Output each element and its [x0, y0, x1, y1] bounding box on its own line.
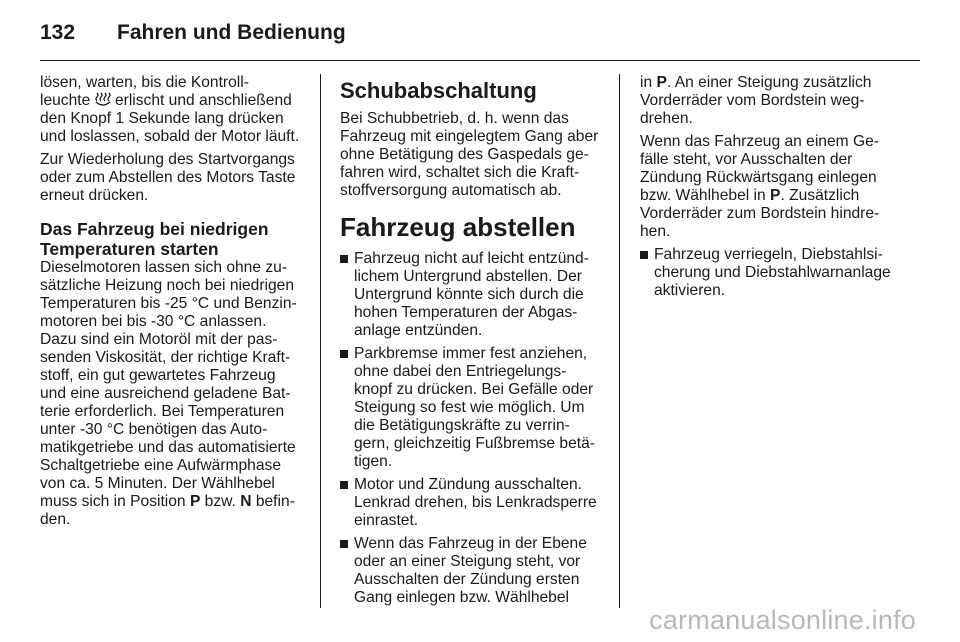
page-number: 132	[40, 21, 76, 44]
column-divider-1	[320, 74, 321, 608]
text-line: unter -30 °C benötigen das Auto-	[40, 421, 268, 438]
text-line: den.	[40, 511, 71, 528]
list-item	[340, 250, 602, 340]
list-item	[340, 345, 602, 471]
bullet-icon	[340, 540, 348, 548]
text-line	[640, 187, 910, 205]
text-fragment: bzw. Wählhebel in	[640, 187, 771, 204]
text-line: oder zum Abstellen des Motors Taste	[40, 169, 296, 186]
text-line: Vorderräder zum Bordstein hindre-	[640, 205, 880, 222]
text-line: ohne dabei den Entriegelungs-	[354, 363, 567, 380]
text-fragment: muss sich in Position	[40, 493, 190, 510]
text-line: Zündung Rückwärtsgang einlegen	[640, 169, 877, 186]
text-line: senden Viskosität, der richtige Kraft-	[40, 349, 291, 366]
bullet-icon	[340, 350, 348, 358]
text-line: Ausschalten der Zündung ersten	[354, 571, 580, 588]
text-fragment: erlischt und anschließend	[110, 92, 292, 109]
text-line: von ca. 5 Minuten. Der Wählhebel	[40, 475, 275, 492]
text-line: den Knopf 1 Sekunde lang drücken	[40, 110, 284, 127]
text-line: motoren bei bis -30 °C anlassen.	[40, 313, 267, 330]
text-line: Motor und Zündung ausschalten.	[354, 476, 582, 493]
text-line	[40, 493, 312, 511]
text-line: sätzliche Heizung noch bei niedrigen	[40, 277, 294, 294]
text-line: einrastet.	[354, 512, 419, 529]
text-fragment: in	[640, 74, 657, 91]
text-line: die Betätigungskräfte zu verrin-	[354, 417, 570, 434]
heading-line: Das Fahrzeug bei niedrigen	[40, 219, 269, 239]
text-line: Zur Wiederholung des Startvorgangs	[40, 151, 295, 168]
text-line: stoff, ein gut gewartetes Fahrzeug	[40, 367, 276, 384]
text-line: cherung und Diebstahlwarnanlage	[654, 264, 891, 281]
text-line: hohen Temperaturen der Abgas-	[354, 304, 578, 321]
text-line: Wenn das Fahrzeug in der Ebene	[354, 535, 587, 552]
text-line: lichem Untergrund abstellen. Der	[354, 268, 582, 285]
glow-plug-indicator-icon	[95, 92, 111, 107]
paragraph-incline-continue	[640, 74, 910, 128]
column-1	[40, 74, 312, 534]
paragraph-overrun	[340, 110, 602, 200]
text-line: stoffversorgung automatisch ab.	[340, 182, 562, 199]
heading-low-temperature-start	[40, 219, 312, 259]
heading-line: Temperaturen starten	[40, 239, 219, 259]
text-line: oder an einer Steigung steht, vor	[354, 553, 581, 570]
text-line: und loslassen, sobald der Motor läuft.	[40, 128, 300, 145]
text-line: lösen, warten, bis die Kontroll-	[40, 74, 249, 91]
list-item	[640, 246, 910, 300]
text-line: matikgetriebe und das automatisierte	[40, 439, 296, 456]
text-line: Fahrzeug mit eingelegtem Gang aber	[340, 128, 599, 145]
text-line: Fahrzeug nicht auf leicht entzünd-	[354, 250, 589, 267]
text-line: und eine ausreichend geladene Bat-	[40, 385, 291, 402]
gear-position-p: P	[770, 187, 781, 204]
gear-position-p: P	[189, 493, 201, 510]
text-line: erneut drücken.	[40, 187, 149, 204]
page-header	[40, 18, 346, 48]
watermark: carmanualsonline.info	[649, 605, 916, 635]
gear-position-p: P	[656, 74, 667, 91]
text-line: anlage entzünden.	[354, 322, 483, 339]
text-line: Dazu sind ein Motoröl mit der pas-	[40, 331, 278, 348]
text-line: Dieselmotoren lassen sich ohne zu-	[40, 259, 288, 276]
text-line: Schaltgetriebe eine Aufwärmphase	[40, 457, 281, 474]
page-title: Fahren und Bedienung	[117, 21, 346, 44]
text-line: knopf zu drücken. Bei Gefälle oder	[354, 381, 594, 398]
text-line: gern, gleichzeitig Fußbremse betä-	[354, 435, 595, 452]
text-line: Untergrund könnte sich durch die	[354, 286, 584, 303]
text-line: hen.	[640, 223, 671, 240]
text-line: drehen.	[640, 110, 693, 127]
gear-position-n: N	[240, 493, 252, 510]
text-line: Wenn das Fahrzeug an einem Ge-	[640, 133, 879, 150]
text-line: Steigung so fest wie möglich. Um	[354, 399, 585, 416]
text-line: tigen.	[354, 453, 393, 470]
bullet-icon	[340, 255, 348, 263]
text-line: Gang einlegen bzw. Wählhebel	[354, 589, 569, 606]
list-item	[340, 535, 602, 607]
text-fragment: . An einer Steigung zusätzlich	[666, 74, 872, 91]
paragraph-release-wait	[40, 74, 312, 146]
text-fragment: . Zusätzlich	[780, 187, 860, 204]
text-fragment: befin-	[251, 493, 295, 510]
heading-parking-vehicle: Fahrzeug abstellen	[340, 212, 576, 242]
text-line: Lenkrad drehen, bis Lenkradsperre	[354, 494, 597, 511]
column-3	[640, 74, 910, 305]
column-2	[340, 74, 602, 612]
text-line: Vorderräder vom Bordstein weg-	[640, 92, 865, 109]
text-line: ohne Betätigung des Gaspedals ge-	[340, 146, 589, 163]
heading-fuel-cutoff: Schubabschaltung	[340, 78, 537, 103]
text-line	[640, 74, 910, 92]
text-line: Temperaturen bis -25 °C und Benzin-	[40, 295, 297, 312]
text-line: aktivieren.	[654, 282, 726, 299]
text-line: Bei Schubbetrieb, d. h. wenn das	[340, 110, 569, 127]
text-line: terie erforderlich. Bei Temperaturen	[40, 403, 285, 420]
text-fragment: bzw.	[200, 493, 241, 510]
bullet-icon	[640, 251, 648, 259]
bullet-icon	[340, 481, 348, 489]
text-line: Parkbremse immer fest anziehen,	[354, 345, 588, 362]
paragraph-diesel-engines	[40, 259, 312, 529]
column-divider-2	[619, 74, 620, 608]
text-line: Fahrzeug verriegeln, Diebstahlsi-	[654, 246, 883, 263]
text-line	[40, 92, 312, 110]
text-line: fälle steht, vor Ausschalten der	[640, 151, 853, 168]
list-item	[340, 476, 602, 530]
text-line: fahren wird, schaltet sich die Kraft-	[340, 164, 580, 181]
paragraph-downhill	[640, 133, 910, 241]
text-fragment: leuchte	[40, 92, 95, 109]
paragraph-repeat-start	[40, 151, 312, 205]
header-rule	[40, 60, 920, 61]
